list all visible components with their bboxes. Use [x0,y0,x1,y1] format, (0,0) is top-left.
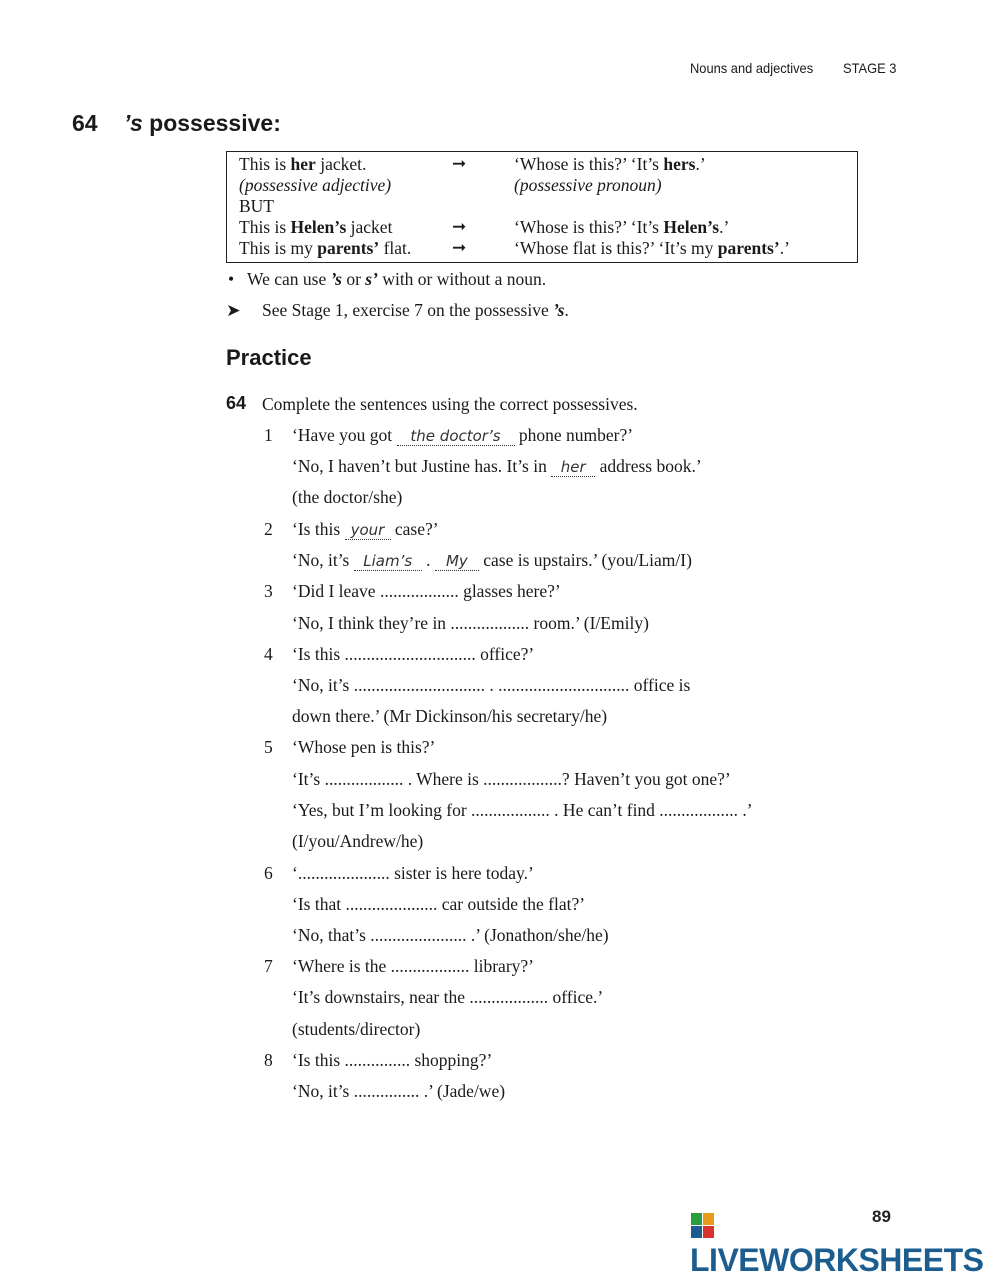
q3-line-a: ‘Did I leave .................. glasses here?’ [292,581,561,601]
answer-input-3[interactable]: your [345,521,391,540]
arrow-icon: ➞ [452,217,467,236]
arrow-icon: ➞ [452,238,467,257]
q1-line-c: (the doctor/she) [292,487,403,507]
section-number: 64 [72,110,98,136]
title-marker: ’s [124,110,143,136]
table-row3-left: BUT [239,196,274,216]
q1-line-b: ‘No, I haven’t but Justine has. It’s in her address book.’ [292,456,702,476]
answer-input-1[interactable]: the doctor’s [397,427,515,446]
q6-line-b: ‘Is that ..................... car outside the flat?’ [292,894,586,914]
q7-line-b: ‘It’s downstairs, near the .................. office.’ [292,987,604,1007]
q2-line-a: ‘Is this your case?’ [292,519,439,539]
table-row2-left: (possessive adjective) [239,175,392,195]
question-number-7: 7 [264,956,273,976]
q3-line-b: ‘No, I think they’re in .................. room.’ (I/Emily) [292,613,649,633]
question-number-5: 5 [264,737,273,757]
q8-line-b: ‘No, it’s ............... .’ (Jade/we) [292,1081,506,1101]
question-number-1: 1 [264,425,273,445]
table-row1-right: ‘Whose is this?’ ‘It’s hers.’ [514,154,706,174]
q4-line-c: down there.’ (Mr Dickinson/his secretary/he) [292,706,608,726]
bullet-icon: • [228,269,235,289]
q6-line-a: ‘..................... sister is here today.’ [292,863,534,883]
table-row5-right: ‘Whose flat is this?’ ‘It’s my parents’.’ [514,238,790,258]
table-row2-right: (possessive pronoun) [514,175,662,195]
q5-line-c: ‘Yes, but I’m looking for .................. . He can’t find .................. .’ [292,800,753,820]
table-row1-left: This is her jacket. [239,154,367,174]
q6-line-c: ‘No, that’s ...................... .’ (Jonathon/she/he) [292,925,609,945]
liveworksheets-logo[interactable]: LIVEWORKSHEETS [690,1205,1000,1279]
answer-input-2[interactable]: her [551,458,595,477]
answer-input-5[interactable]: My [435,552,479,571]
question-number-8: 8 [264,1050,273,1070]
q7-line-a: ‘Where is the .................. library?’ [292,956,535,976]
question-number-3: 3 [264,581,273,601]
title-text: possessive: [149,110,281,136]
q5-line-a: ‘Whose pen is this?’ [292,737,436,757]
q5-line-b: ‘It’s .................. . Where is ..................? Haven’t you got one?’ [292,769,731,789]
header-section: Nouns and adjectives [690,60,814,76]
q4-line-b: ‘No, it’s .............................. . .............................. office is [292,675,691,695]
question-number-4: 4 [264,644,273,664]
exercise-instruction: Complete the sentences using the correct possessives. [262,394,638,414]
arrow-icon: ➞ [452,154,467,173]
note-see-also: See Stage 1, exercise 7 on the possessive ’s. [262,300,569,320]
table-row4-left: This is Helen’s jacket [239,217,393,237]
q1-line-a: ‘Have you got the doctor’s phone number?’ [292,425,634,445]
q4-line-a: ‘Is this .............................. office?’ [292,644,535,664]
exercise-number: 64 [226,393,247,413]
question-number-6: 6 [264,863,273,883]
q5-line-d: (I/you/Andrew/he) [292,831,424,851]
header-stage: STAGE 3 [843,60,897,76]
section-title [124,110,281,137]
q2-line-b: ‘No, it’s Liam’s . My case is upstairs.’ (you/Liam/I) [292,550,692,570]
note-bullet: We can use ’s or s’ with or without a noun. [247,269,547,289]
table-row5-left: This is my parents’ flat. [239,238,412,258]
practice-heading: Practice [226,345,312,370]
arrow-pointer-icon: ➤ [226,300,241,320]
answer-input-4[interactable]: Liam’s [354,552,422,571]
page-number: 89 [872,1207,891,1226]
question-number-2: 2 [264,519,273,539]
logo-icon [690,1211,716,1241]
q7-line-c: (students/director) [292,1019,421,1039]
table-row4-right: ‘Whose is this?’ ‘It’s Helen’s.’ [514,217,730,237]
q8-line-a: ‘Is this ............... shopping?’ [292,1050,493,1070]
